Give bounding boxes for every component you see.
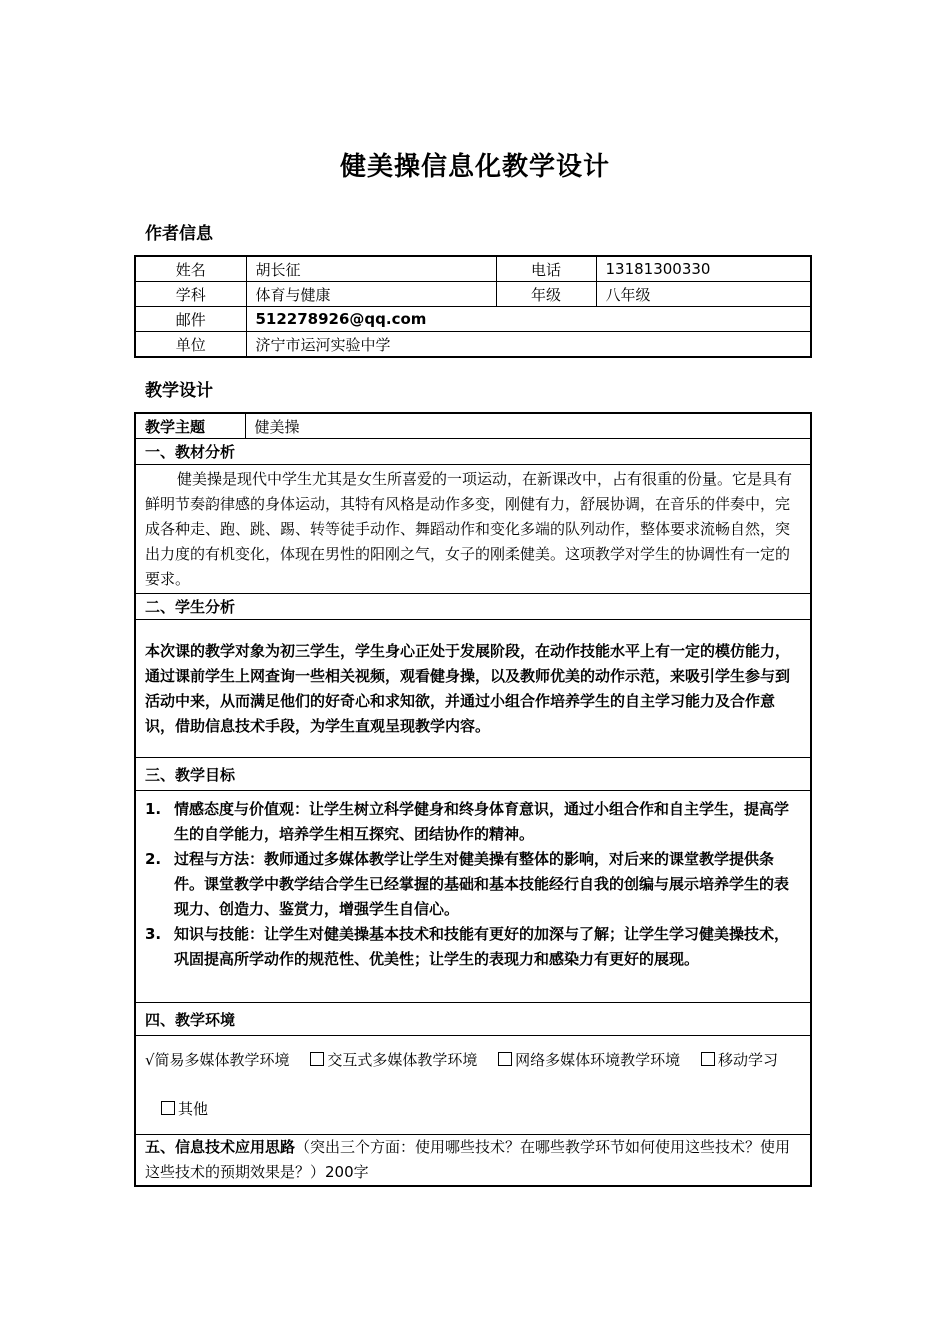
table-row: [135, 758, 811, 791]
phone-value: 13181300330: [596, 256, 811, 282]
goal-number: 1.: [145, 800, 162, 818]
teaching-environment-options: [135, 1036, 811, 1135]
table-row: [135, 465, 811, 594]
table-row: [135, 256, 811, 282]
author-info-heading: 作者信息: [145, 224, 213, 244]
table-row: [135, 1036, 811, 1135]
goal-text: 知识与技能：让学生对健美操基本技术和技能有更好的加深与了解；让学生学习健美操技术，巩固提高所学动作的规范性、优美性；让学生的表现力和感染力有更好的展现。: [174, 925, 790, 968]
material-analysis-text: 健美操是现代中学生尤其是女生所喜爱的一项运动，在新课改中，占有很重的份量。它是具有鲜明节奏韵律感的身体运动，其特有风格是动作多变，刚健有力，舒展协调，在音乐的伴奏中，完成各种走、跑、跳、踢、转等徒手动作、舞蹈动作和变化多端的队列动作，整体要求流畅自然，突出力度的有机变化，体现在男性的阳刚之气，女子的刚柔健美。这项教学对学生的协调性有一定的要求。: [135, 465, 811, 594]
teaching-goals-list-cell: [135, 791, 811, 1003]
student-analysis-text: 本次课的教学对象为初三学生，学生身心正处于发展阶段，在动作技能水平上有一定的模仿能力，通过课前学生上网查询一些相关视频，观看健身操，以及教师优美的动作示范，来吸引学生参与到活动中来，从而满足他们的好奇心和求知欲，并通过小组合作培养学生的自主学习能力及合作意识，借助信息技术手段，为学生直观呈现教学内容。: [135, 620, 811, 758]
checkbox-network-multimedia[interactable]: [498, 1052, 512, 1066]
theme-label: 教学主题: [135, 413, 245, 439]
goal-number: 3.: [145, 925, 162, 943]
teaching-goals-list: [145, 797, 801, 972]
document-title: 健美操信息化教学设计: [339, 152, 610, 182]
checkbox-other[interactable]: [161, 1101, 175, 1115]
email-label: 邮件: [135, 307, 246, 332]
list-item: [145, 847, 801, 922]
teaching-goals-heading: 三、教学目标: [135, 758, 811, 791]
goal-number: 2.: [145, 850, 162, 868]
table-row: [135, 307, 811, 332]
student-analysis-heading: 二、学生分析: [135, 594, 811, 620]
checkbox-interactive-multimedia[interactable]: [310, 1052, 324, 1066]
email-link[interactable]: 512278926@qq.com: [246, 307, 811, 332]
grade-label: 年级: [496, 282, 596, 307]
it-application-heading: 五、信息技术应用思路: [145, 1138, 296, 1156]
table-row: [135, 439, 811, 465]
env-option-other: 其他: [178, 1100, 209, 1118]
goal-text: 情感态度与价值观：让学生树立科学健身和终身体育意识，通过小组合作和自主学生，提高学生的自学能力，培养学生相互探究、团结协作的精神。: [174, 800, 790, 843]
subject-label: 学科: [135, 282, 246, 307]
env-option-simple-multimedia[interactable]: √简易多媒体教学环境: [145, 1051, 290, 1069]
env-option-mobile-learning: 移动学习: [717, 1051, 778, 1069]
list-item: [145, 797, 801, 847]
table-row: [135, 1135, 811, 1187]
phone-label: 电话: [496, 256, 596, 282]
teaching-environment-heading: 四、教学环境: [135, 1003, 811, 1036]
teaching-design-heading: 教学设计: [145, 381, 213, 401]
env-option-network-multimedia: 网络多媒体环境教学环境: [515, 1051, 681, 1069]
it-application-note: （突出三个方面：使用哪些技术？在哪些教学环节如何使用这些技术？使用这些技术的预期效果是？）200字: [145, 1138, 791, 1181]
theme-value: 健美操: [245, 413, 811, 439]
organization-label: 单位: [135, 332, 246, 358]
grade-value: 八年级: [596, 282, 811, 307]
name-value: 胡长征: [246, 256, 496, 282]
name-label: 姓名: [135, 256, 246, 282]
table-row: [135, 620, 811, 758]
it-application-cell: [135, 1135, 811, 1187]
organization-value: 济宁市运河实验中学: [246, 332, 811, 358]
author-info-table: [134, 255, 812, 358]
table-row: [135, 594, 811, 620]
list-item: [145, 922, 801, 972]
teaching-design-table: [134, 412, 812, 1187]
checkbox-mobile-learning[interactable]: [701, 1052, 715, 1066]
goal-text: 过程与方法：教师通过多媒体教学让学生对健美操有整体的影响，对后来的课堂教学提供条件。课堂教学中教学结合学生已经掌握的基础和基本技能经行自我的创编与展示培养学生的表现力、创造力、鉴赏力，增强学生自信心。: [174, 850, 790, 918]
table-row: [135, 282, 811, 307]
table-row: [135, 791, 811, 1003]
subject-value: 体育与健康: [246, 282, 496, 307]
table-row: [135, 413, 811, 439]
env-option-interactive-multimedia: 交互式多媒体教学环境: [327, 1051, 478, 1069]
material-analysis-heading: 一、教材分析: [135, 439, 811, 465]
table-row: [135, 332, 811, 358]
table-row: [135, 1003, 811, 1036]
